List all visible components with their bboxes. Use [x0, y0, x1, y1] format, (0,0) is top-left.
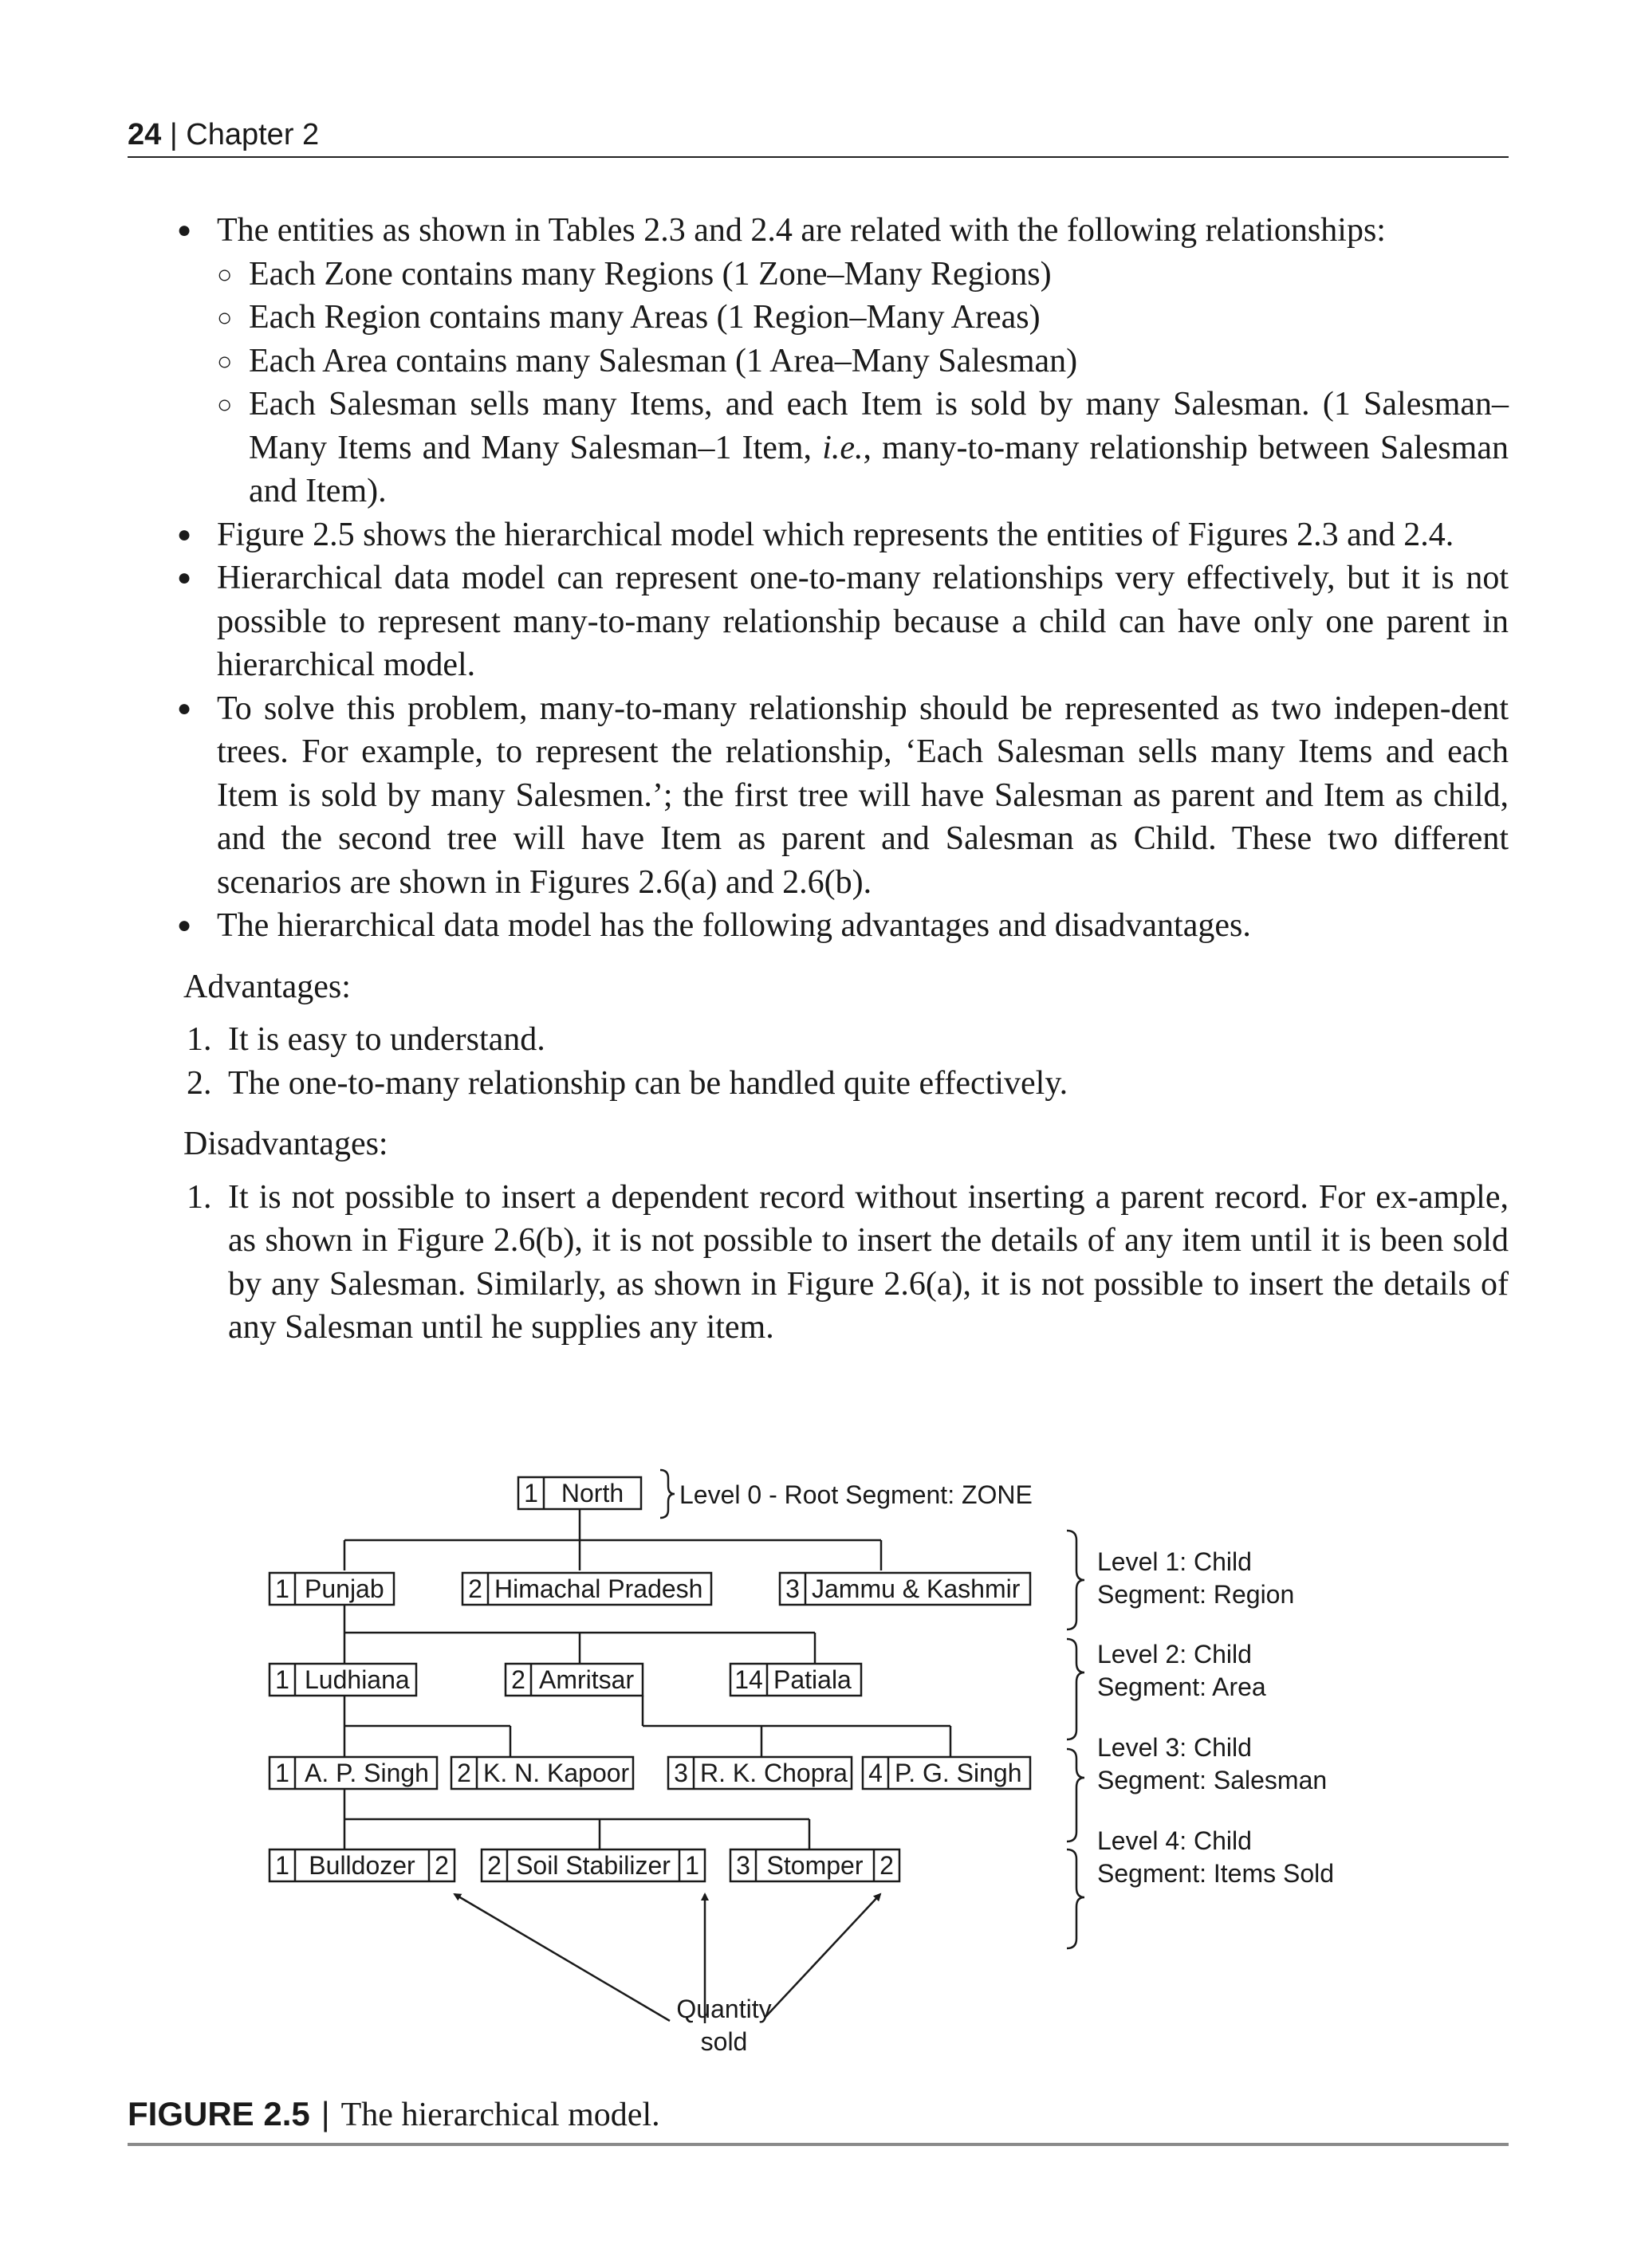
item-number: 1. [187, 1021, 212, 1058]
sub-bullet-text-before: Each Salesman sells many Items, and each Item is sold by many Salesman. (1 Salesman–Many Items and Many Salesman–1 Item, [249, 386, 1509, 466]
brace-level-1 [1067, 1531, 1084, 1629]
arrow-to-stomper-qty [765, 1894, 880, 2017]
bullet-list [128, 209, 1509, 948]
caption-separator: | [321, 2095, 330, 2132]
root-id: 1 [524, 1479, 538, 1507]
hierarchy-diagram [0, 1451, 1633, 2089]
body-text [128, 209, 1509, 1350]
sub-bullet-item [217, 383, 1509, 513]
caption-text: The hierarchical model. [340, 2097, 660, 2133]
hierarchical-model-figure [0, 1451, 1633, 2089]
arrow-to-bulldozer-qty [454, 1894, 670, 2021]
figure-caption [128, 2095, 1509, 2146]
item-name: Bulldozer [309, 1851, 415, 1880]
salesman-name: R. K. Chopra [700, 1759, 848, 1787]
sub-bullet-item: ○ Each Area contains many Salesman (1 Area–Many Salesman) [217, 340, 1509, 383]
disadvantage-item [128, 1176, 1509, 1350]
bullet-item: ● To solve this problem, many-to-many relationship should be represented as two indepen-dent trees. For example, to represent the relationship, ‘Each Salesman sells many Items and each Item is sold by many Salesmen.’; the first tree will have Salesman as parent and Item as child, and the second tree will have Item as parent and Salesman as Child. These two different scenarios are shown in Figures 2.6(a) and 2.6(b). [128, 687, 1509, 905]
salesman-id: 3 [674, 1759, 688, 1787]
salesman-name: P. G. Singh [895, 1759, 1022, 1787]
advantage-item [128, 1018, 1509, 1062]
level-3-label-line2: Segment: Salesman [1097, 1766, 1328, 1794]
root-name: North [561, 1479, 624, 1507]
item-name: Stomper [766, 1851, 864, 1880]
disadvantages-list [128, 1176, 1509, 1350]
item-name: Soil Stabilizer [516, 1851, 671, 1880]
item-id: 3 [736, 1851, 750, 1880]
salesman-id: 4 [868, 1759, 883, 1787]
region-id: 3 [785, 1574, 800, 1603]
item-quantity: 1 [685, 1851, 699, 1880]
page-header [128, 118, 1509, 158]
salesman-id: 2 [457, 1759, 471, 1787]
item-quantity: 2 [435, 1851, 449, 1880]
sub-bullet-item: ○ Each Region contains many Areas (1 Region–Many Areas) [217, 296, 1509, 340]
item-text: It is easy to understand. [228, 1021, 545, 1058]
sub-bullet-list [217, 253, 1509, 513]
advantages-title: Advantages: [183, 968, 351, 1005]
level-4-label-line2: Segment: Items Sold [1097, 1859, 1335, 1888]
quantity-arrows [454, 1894, 880, 2023]
brace-level-2 [1067, 1639, 1084, 1739]
item-number: 2. [187, 1064, 212, 1102]
area-name: Patiala [773, 1665, 852, 1694]
quantity-sold-label-line2: sold [700, 2027, 748, 2056]
chapter-title: Chapter 2 [186, 118, 320, 151]
figure-label: FIGURE 2.5 [128, 2095, 310, 2132]
item-text: The one-to-many relationship can be handled quite effectively. [228, 1064, 1068, 1102]
level-2-label-line1: Level 2: Child [1097, 1640, 1252, 1669]
salesman-name: A. P. Singh [305, 1759, 429, 1787]
advantage-item [128, 1062, 1509, 1106]
bullet-text: The entities as shown in Tables 2.3 and 2.4 are related with the following relationships: [217, 212, 1386, 249]
item-quantity: 2 [879, 1851, 894, 1880]
region-id: 1 [275, 1574, 289, 1603]
region-name: Punjab [305, 1574, 384, 1603]
area-id: 2 [511, 1665, 525, 1694]
level-2-label-line2: Segment: Area [1097, 1673, 1266, 1701]
header-separator: | [169, 118, 178, 151]
region-id: 2 [468, 1574, 482, 1603]
area-name: Ludhiana [305, 1665, 410, 1694]
sub-bullet-item: ○ Each Zone contains many Regions (1 Zone–Many Regions) [217, 253, 1509, 297]
bullet-item: ● Hierarchical data model can represent one-to-many relationships very effectively, but it is not possible to represent many-to-many relationship because a child can have only one parent in hierarchical model. [128, 556, 1509, 687]
level-1-label-line2: Segment: Region [1097, 1580, 1295, 1609]
quantity-sold-label-line1: Quantity [676, 1995, 772, 2023]
level-1-label-line1: Level 1: Child [1097, 1547, 1252, 1576]
region-name: Jammu & Kashmir [812, 1574, 1021, 1603]
level-4-label-line1: Level 4: Child [1097, 1826, 1252, 1855]
area-name: Amritsar [539, 1665, 635, 1694]
bullet-item: ● Figure 2.5 shows the hierarchical model which represents the entities of Figures 2.3 and 2.4. [128, 513, 1509, 557]
brace-level-3 [1067, 1749, 1084, 1842]
item-text: It is not possible to insert a dependent record without inserting a parent record. For ex-ample, as shown in Figure 2.6(b), it is not possible to insert the details of any item until it is been sold by any Salesman. Similarly, as shown in Figure 2.6(a), it is not possible to insert the details of any Salesman until he supplies any item. [228, 1178, 1509, 1346]
page-number: 24 [128, 118, 162, 151]
disadvantages-title: Disadvantages: [183, 1126, 388, 1162]
level-0-label: Level 0 - Root Segment: ZONE [679, 1480, 1033, 1509]
sub-bullet-text-after: , many-to-many relationship between Salesman and Item). [249, 429, 1509, 509]
item-number: 1. [187, 1178, 212, 1216]
item-id: 2 [487, 1851, 502, 1880]
advantages-list [128, 1018, 1509, 1105]
brace-level-4 [1067, 1849, 1084, 1948]
area-id: 1 [275, 1665, 289, 1694]
salesman-id: 1 [275, 1759, 289, 1787]
salesman-name: K. N. Kapoor [483, 1759, 630, 1787]
bullet-item [128, 209, 1509, 513]
brace-level-0 [660, 1470, 675, 1518]
region-name: Himachal Pradesh [494, 1574, 703, 1603]
level-3-label-line1: Level 3: Child [1097, 1733, 1252, 1762]
area-id: 14 [734, 1665, 763, 1694]
bullet-item: ● The hierarchical data model has the following advantages and disadvantages. [128, 904, 1509, 948]
item-id: 1 [275, 1851, 289, 1880]
sub-bullet-text-italic: i.e. [822, 429, 864, 466]
